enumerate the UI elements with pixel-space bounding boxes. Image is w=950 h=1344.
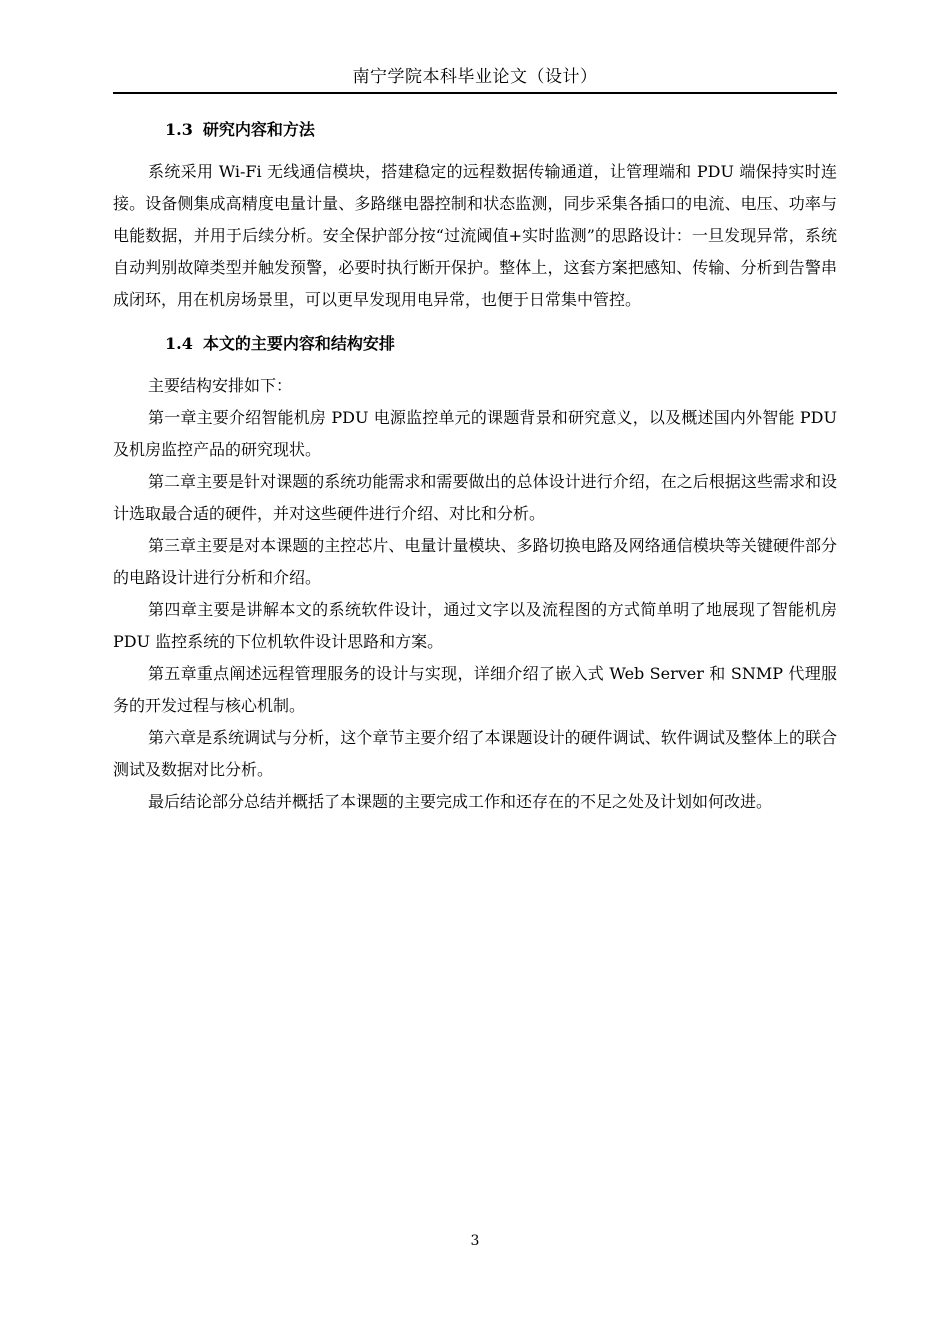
paragraph: 第二章主要是针对课题的系统功能需求和需要做出的总体设计进行介绍，在之后根据这些需求和设计选取最合适的硬件，并对这些硬件进行介绍、对比和分析。	[113, 472, 837, 523]
section-number: 1.3	[165, 120, 193, 139]
paragraph: 第一章主要介绍智能机房 PDU 电源监控单元的课题背景和研究意义，以及概述国内外智能 PDU 及机房监控产品的研究现状。	[113, 408, 837, 459]
section-heading-1-3	[113, 116, 837, 144]
section-title: 研究内容和方法	[202, 120, 315, 139]
paragraph: 第三章主要是对本课题的主控芯片、电量计量模块、多路切换电路及网络通信模块等关键硬件部分的电路设计进行分析和介绍。	[113, 536, 837, 587]
section-number: 1.4	[165, 334, 193, 353]
paragraph: 系统采用 Wi-Fi 无线通信模块，搭建稳定的远程数据传输通道，让管理端和 PDU 端保持实时连接。设备侧集成高精度电量计量、多路继电器控制和状态监测，同步采集各插口的电流、电压、功率与电能数据，并用于后续分析。安全保护部分按“过流阈值+实时监测”的思路设计：一旦发现异常，系统自动判别故障类型并触发预警，必要时执行断开保护。整体上，这套方案把感知、传输、分析到告警串成闭环，用在机房场景里，可以更早发现用电异常，也便于日常集中管控。	[113, 162, 837, 309]
paragraph: 第五章重点阐述远程管理服务的设计与实现，详细介绍了嵌入式 Web Server 和 SNMP 代理服务的开发过程与核心机制。	[113, 664, 837, 715]
running-header: 南宁学院本科毕业论文（设计）	[352, 67, 598, 87]
paragraph: 第四章主要是讲解本文的系统软件设计，通过文字以及流程图的方式简单明了地展现了智能机房 PDU 监控系统的下位机软件设计思路和方案。	[113, 600, 837, 651]
section-title: 本文的主要内容和结构安排	[202, 334, 395, 353]
page-body	[113, 116, 837, 818]
page-number: 3	[470, 1233, 480, 1249]
section-heading-1-4	[113, 330, 837, 358]
header-rule	[113, 92, 837, 94]
paragraph: 最后结论部分总结并概括了本课题的主要完成工作和还存在的不足之处及计划如何改进。	[148, 792, 773, 811]
paragraph: 第六章是系统调试与分析，这个章节主要介绍了本课题设计的硬件调试、软件调试及整体上的联合测试及数据对比分析。	[113, 728, 837, 779]
paragraph: 主要结构安排如下：	[148, 376, 293, 395]
